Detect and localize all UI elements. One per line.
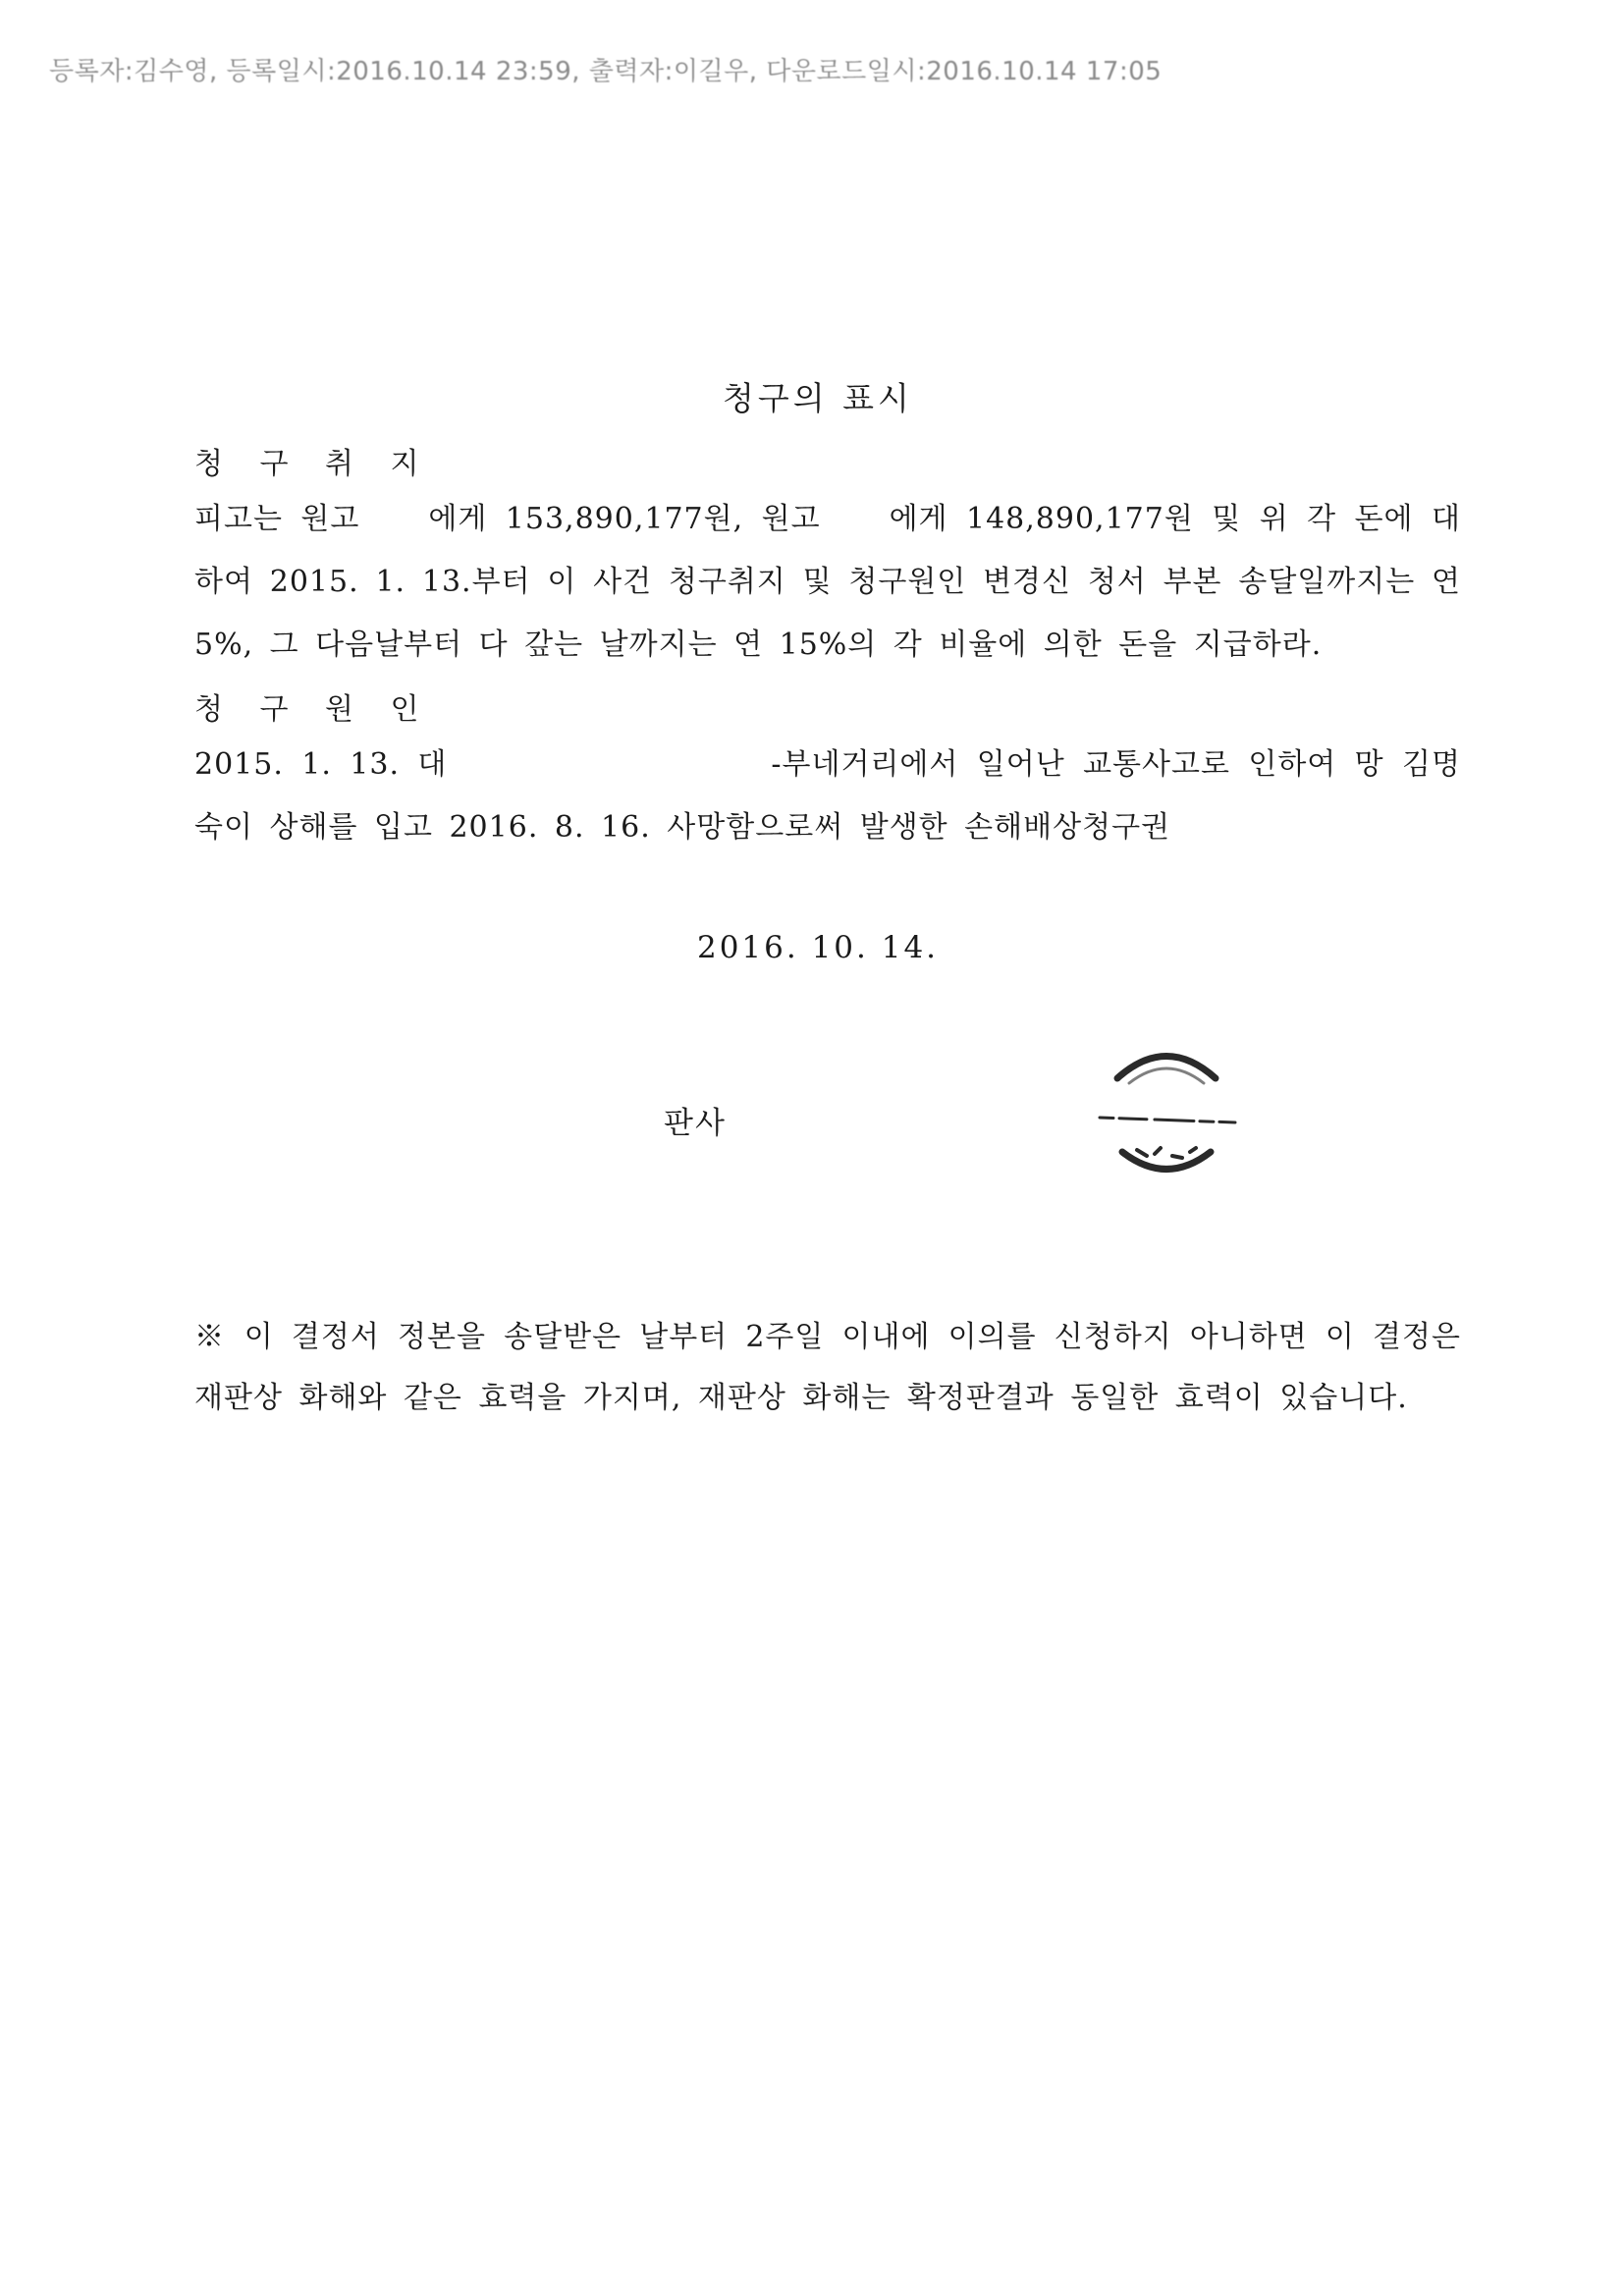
claim-purpose-text bbox=[194, 488, 1461, 677]
claim-purpose-label: 청 구 취 지 bbox=[194, 447, 433, 481]
claim-purpose-part3: 에게 148,890,177원 및 위 각 돈에 대하여 2015. 1. 13.부터 이 사건 청구취지 및 청구원인 변경신 청서 부본 송달일까지는 연 5%, 그 다음날부터 다 갚는 날까지는 연 15%의 각 비율에 의한 돈을 지급하라. bbox=[194, 502, 1461, 662]
print-header-stamp: 등록자:김수영, 등록일시:2016.10.14 23:59, 출력자:이길우, 다운로드일시:2016.10.14 17:05 bbox=[49, 57, 1163, 86]
decision-date: 2016. 10. 14. bbox=[696, 930, 940, 965]
claim-cause-part2: -부네거리에서 일어난 교통사고로 인하여 망 김명숙이 상해를 입고 2016. 8. 16. 사망함으로써 발생한 손해배상청구권 bbox=[194, 747, 1461, 845]
document-title: 청구의 표시 bbox=[723, 379, 913, 417]
document-body bbox=[194, 373, 1461, 1429]
judge-signature-row bbox=[194, 1024, 1461, 1201]
judge-label: 판사 bbox=[664, 1106, 727, 1141]
claim-cause-text bbox=[194, 734, 1461, 859]
claim-cause-label: 청 구 원 인 bbox=[194, 692, 433, 727]
court-seal-icon bbox=[1078, 1024, 1255, 1201]
claim-cause-part1: 2015. 1. 13. 대 bbox=[194, 747, 448, 782]
claim-purpose-part1: 피고는 원고 bbox=[194, 502, 360, 536]
claim-purpose-part2: 에게 153,890,177원, 원고 bbox=[428, 502, 821, 536]
notice-text: ※ 이 결정서 정본을 송달받은 날부터 2주일 이내에 이의를 신청하지 아니하면 이 결정은 재판상 화해와 같은 효력을 가지며, 재판상 화해는 확정판결과 동일한 효력이 있습니다. bbox=[194, 1320, 1461, 1415]
